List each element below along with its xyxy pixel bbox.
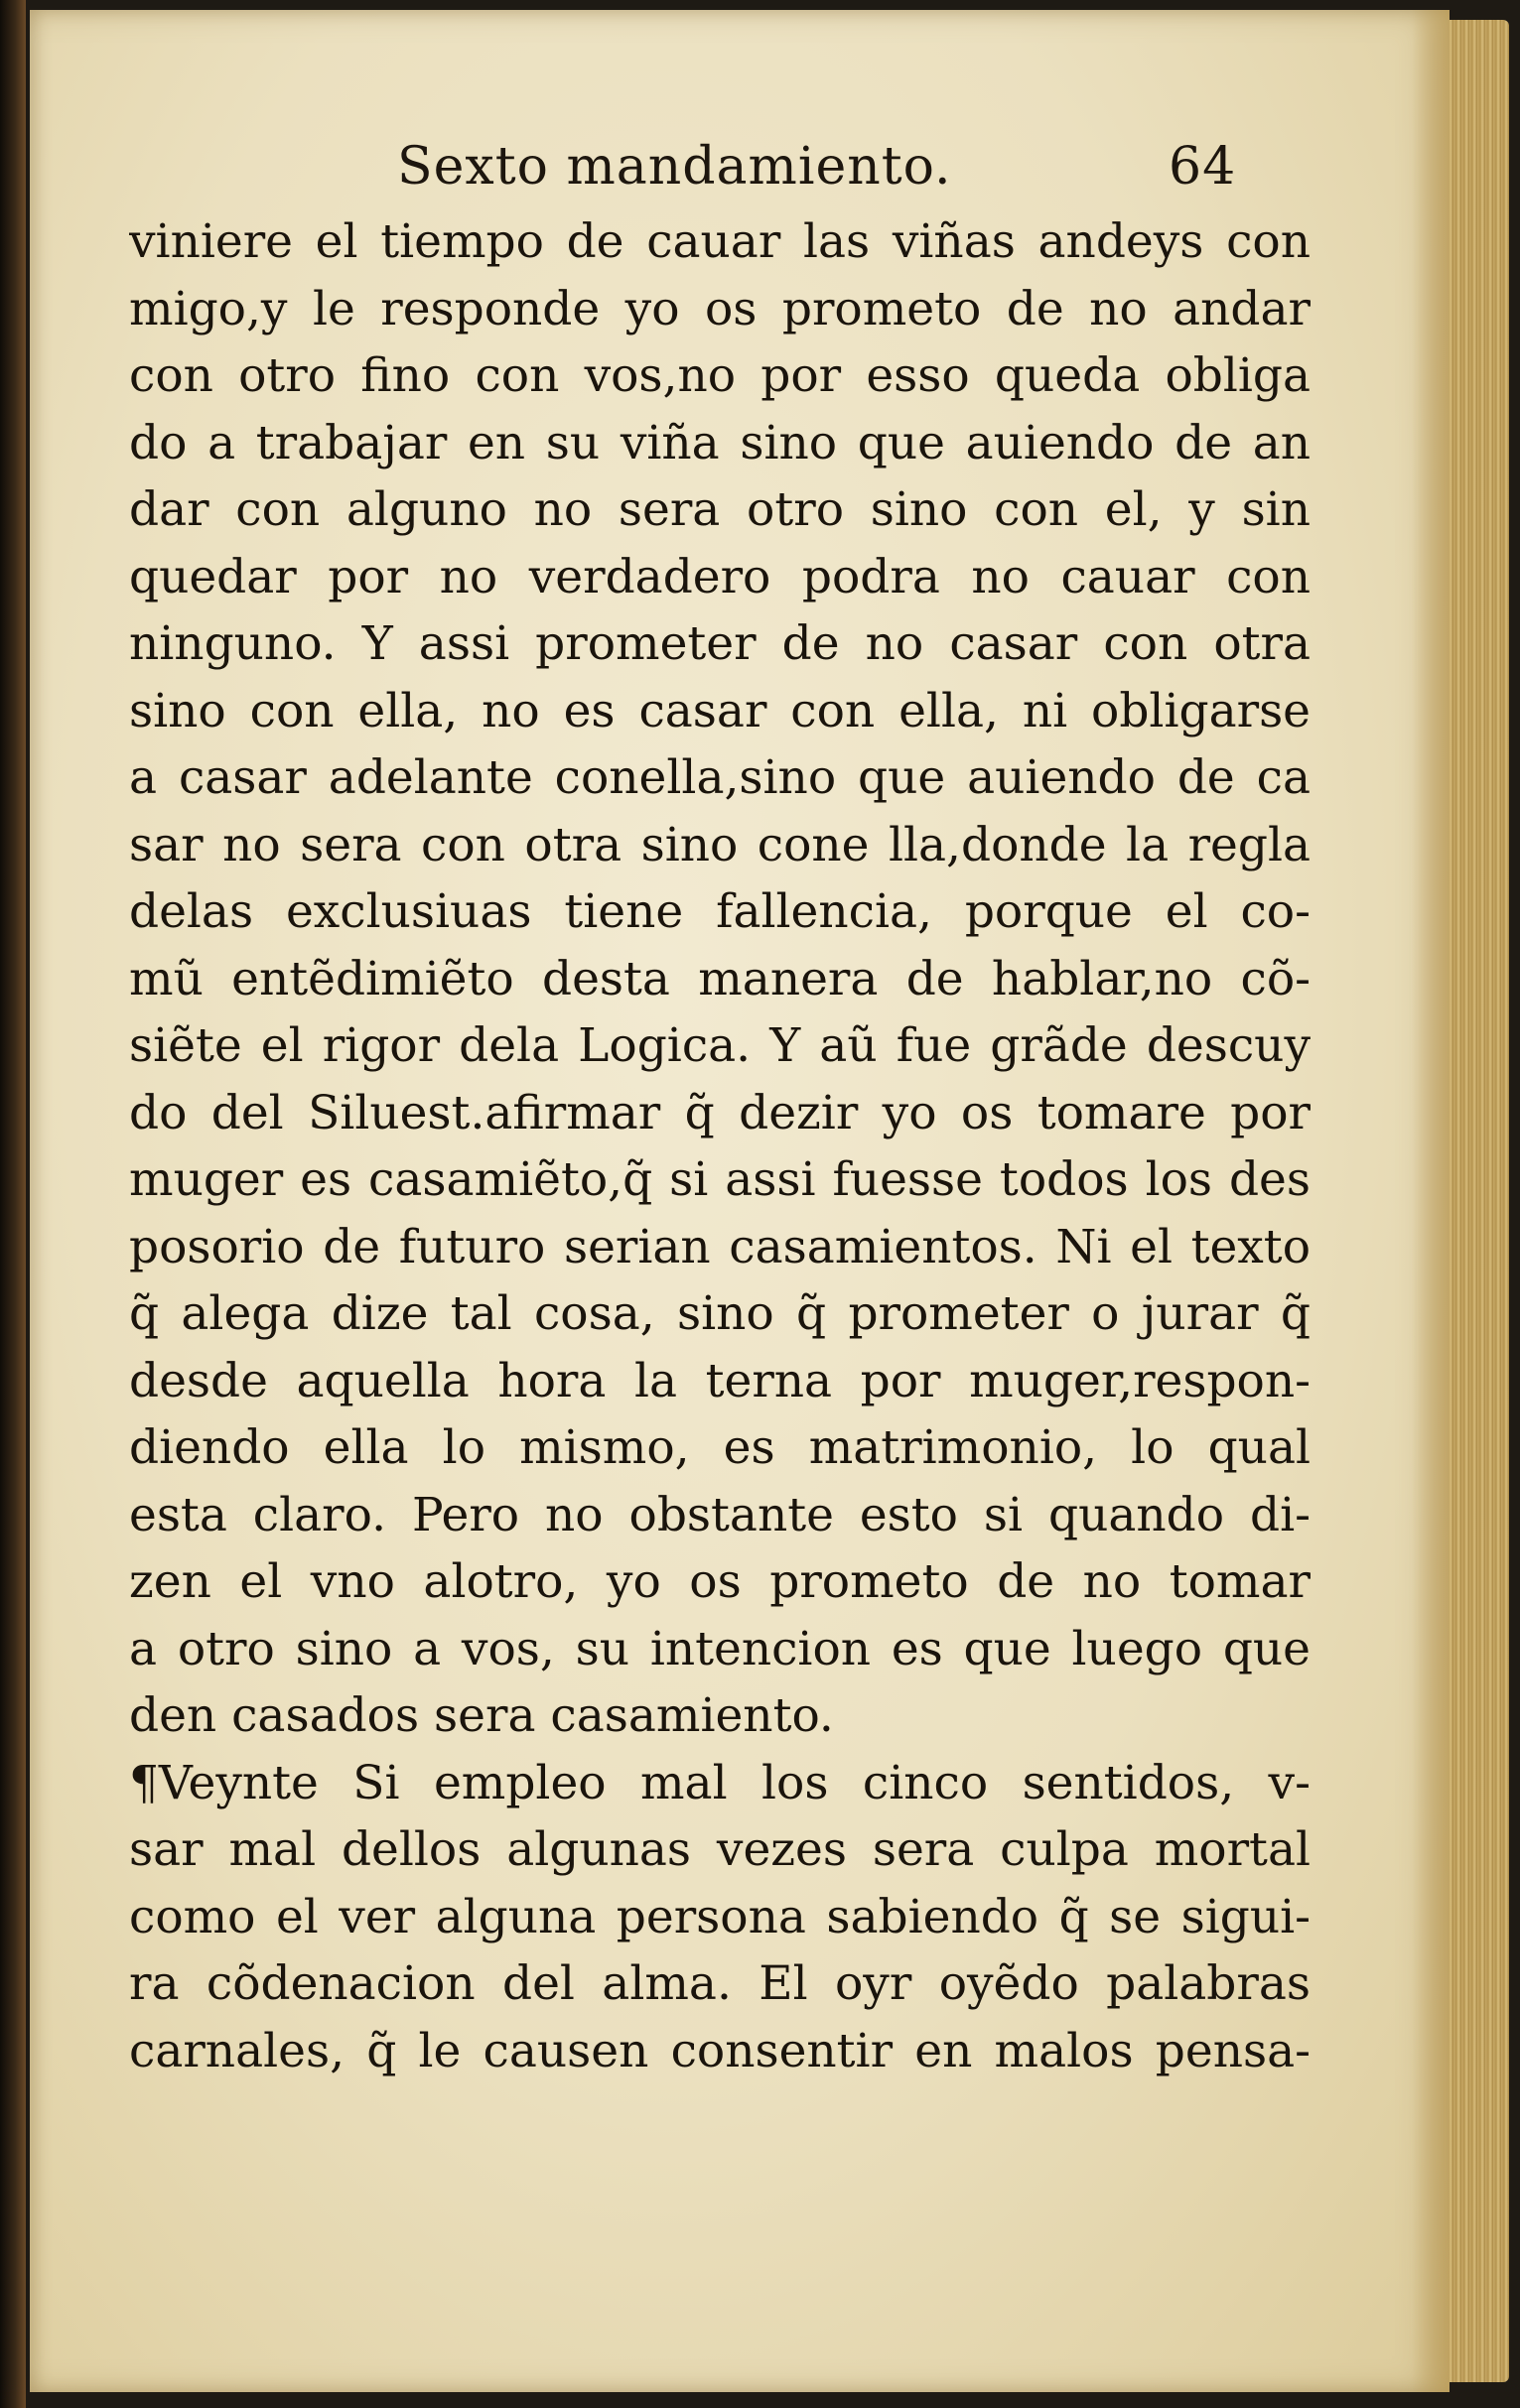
paragraph-start-line: ¶Veynte Si empleo mal los cinco sentidos, v-	[129, 1755, 1311, 1810]
text-line: diendo ella lo mismo, es matrimonio, lo qual	[129, 1420, 1311, 1475]
text-line: a casar adelante conella,sino que auiendo de ca	[129, 750, 1311, 805]
text-line: zen el vno alotro, yo os prometo de no tomar	[129, 1554, 1311, 1609]
text-line: esta claro. Pero no obstante esto si quando di-	[129, 1487, 1311, 1542]
text-line: sino con ella, no es casar con ella, ni obligarse	[129, 683, 1311, 738]
page-gutter-shadow	[1412, 10, 1450, 2392]
text-line: con otro fino con vos,no por esso queda obliga	[129, 348, 1311, 403]
text-line: muger es casamiẽto,q̃ si assi fuesse todos los des	[129, 1152, 1311, 1207]
text-line: posorio de futuro serian casamientos. Ni el texto	[129, 1219, 1311, 1274]
text-line: ninguno. Y assi prometer de no casar con otra	[129, 616, 1311, 671]
text-line: como el ver alguna persona sabiendo q̃ se sigui-	[129, 1889, 1311, 1944]
page-number: 64	[1169, 137, 1237, 197]
text-line: viniere el tiempo de cauar las viñas andeys con	[129, 214, 1311, 269]
text-line: siẽte el rigor dela Logica. Y aũ fue grãde descuy	[129, 1018, 1311, 1073]
facing-page-edge	[0, 0, 26, 2408]
text-line: ra cõdenacion del alma. El oyr oyẽdo palabras	[129, 1956, 1311, 2011]
text-line: delas exclusiuas tiene fallencia, porque el co-	[129, 884, 1311, 939]
text-line: sar mal dellos algunas vezes sera culpa mortal	[129, 1822, 1311, 1877]
text-line: do a trabajar en su viña sino que auiendo de an	[129, 415, 1311, 470]
text-line: migo,y le responde yo os prometo de no andar	[129, 281, 1311, 336]
text-line: dar con alguno no sera otro sino con el, y sin	[129, 482, 1311, 537]
text-line: den casados sera casamiento.	[129, 1688, 834, 1743]
body-text	[129, 208, 1311, 2084]
text-line: mũ entẽdimiẽto desta manera de hablar,no cõ-	[129, 951, 1311, 1006]
text-line: a otro sino a vos, su intencion es que luego que	[129, 1621, 1311, 1676]
running-head: Sexto mandamiento.	[397, 137, 952, 197]
text-line: do del Siluest.afirmar q̃ dezir yo os tomare por	[129, 1085, 1311, 1140]
text-line: carnales, q̃ le causen consentir en malos pensa-	[129, 2023, 1311, 2078]
text-line: sar no sera con otra sino cone lla,donde la regla	[129, 817, 1311, 872]
text-line: desde aquella hora la terna por muger,respon-	[129, 1353, 1311, 1408]
text-line: q̃ alega dize tal cosa, sino q̃ prometer o jurar q̃	[129, 1286, 1311, 1341]
text-line: quedar por no verdadero podra no cauar con	[129, 549, 1311, 604]
